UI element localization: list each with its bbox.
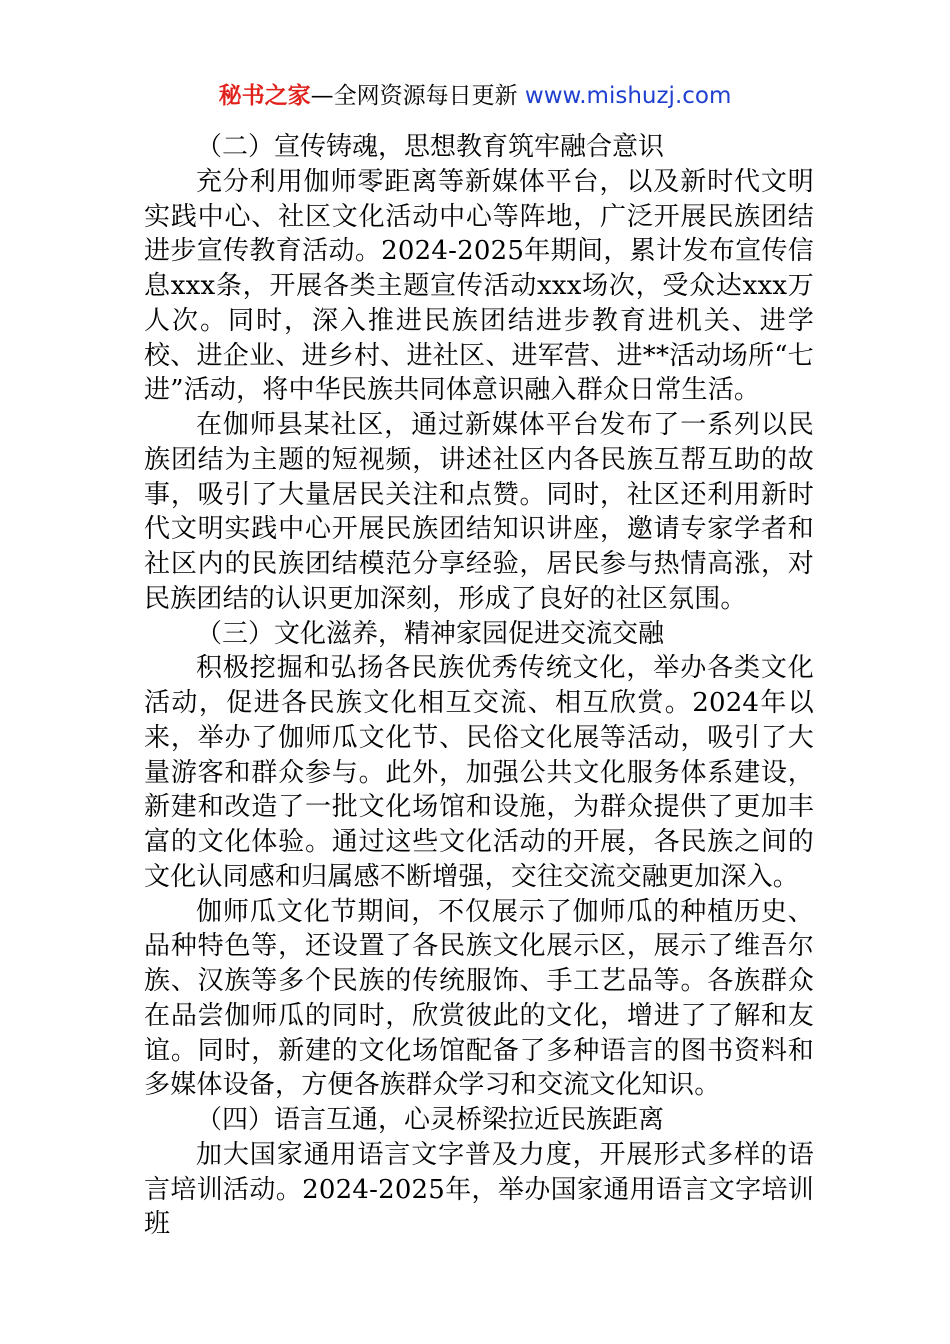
paragraph: 加大国家通用语言文字普及力度，开展形式多样的语言培训活动。2024-2025年，举办国家通用语言文字培训班 (144, 1139, 814, 1240)
banner-tagline: —全网资源每日更新 (310, 83, 525, 109)
paragraph: 充分利用伽师零距离等新媒体平台，以及新时代文明实践中心、社区文化活动中心等阵地，广泛开展民族团结进步宣传教育活动。2024-2025年期间，累计发布宣传信息xxx条，开展各类主题宣传活动xxx场次，受众达xxx万人次。同时，深入推进民族团结进步教育进机关、进学校、进企业、进乡村、进社区、进军营、进**活动场所“七进”活动，将中华民族共同体意识融入群众日常生活。 (144, 166, 814, 406)
document-body (144, 130, 814, 1242)
section-heading-2: （二）宣传铸魂，思想教育筑牢融合意识 (196, 132, 665, 162)
site-banner (0, 80, 950, 112)
brand-name: 秘书之家 (218, 83, 311, 109)
section-heading-3: （三）文化滋养，精神家园促进交流交融 (196, 618, 665, 649)
paragraph: 伽师瓜文化节期间，不仅展示了伽师瓜的种植历史、品种特色等，还设置了各民族文化展示区，展示了维吾尔族、汉族等多个民族的传统服饰、手工艺品等。各族群众在品尝伽师瓜的同时，欣赏彼此的文化，增进了了解和友谊。同时，新建的文化场馆配备了多种语言的图书资料和多媒体设备，方便各族群众学习和交流文化知识。 (144, 896, 814, 1101)
paragraph: 积极挖掘和弘扬各民族优秀传统文化，举办各类文化活动，促进各民族文化相互交流、相互欣赏。2024年以来，举办了伽师瓜文化节、民俗文化展等活动，吸引了大量游客和群众参与。此外，加强公共文化服务体系建设，新建和改造了一批文化场馆和设施，为群众提供了更加丰富的文化体验。通过这些文化活动的开展，各民族之间的文化认同感和归属感不断增强，交往交流交融更加深入。 (144, 653, 814, 892)
site-url-link[interactable]: www.mishuzj.com (524, 83, 732, 109)
paragraph: 在伽师县某社区，通过新媒体平台发布了一系列以民族团结为主题的短视频，讲述社区内各民族互帮互助的故事，吸引了大量居民关注和点赞。同时，社区还利用新时代文明实践中心开展民族团结知识讲座，邀请专家学者和社区内的民族团结模范分享经验，居民参与热情高涨，对民族团结的认识更加深刻，形成了良好的社区氛围。 (144, 410, 814, 614)
section-heading-4: （四）语言互通，心灵桥梁拉近民族距离 (196, 1105, 665, 1135)
